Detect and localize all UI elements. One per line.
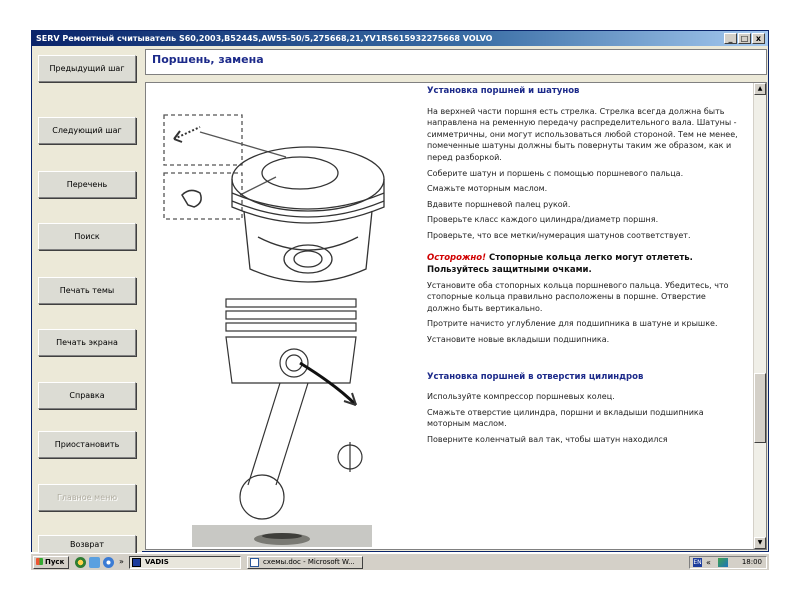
print-screen-button[interactable]: Печать экрана [38, 329, 136, 356]
start-button[interactable] [33, 556, 69, 569]
network-icon[interactable] [718, 558, 728, 567]
start-label: Пуск [45, 558, 65, 566]
scroll-down-arrow-icon[interactable]: ▼ [754, 537, 766, 549]
instruction-line: Проверьте, что все метки/нумерация шатунов соответствует. [427, 230, 691, 240]
word-document-icon [250, 558, 259, 567]
quicklaunch-more-button[interactable]: » [119, 557, 124, 566]
instruction-paragraph: Установите оба стопорных кольца поршневого пальца. Убедитесь, что стопорные кольца правильно расположены в поршне. Отверстие должно быть вертикально. [427, 280, 729, 313]
section-heading-cylinders: Установка поршней в отверстия цилиндров [427, 371, 644, 382]
maximize-button[interactable]: □ [738, 33, 751, 44]
close-button[interactable]: x [752, 33, 765, 44]
clock: 18:00 [741, 558, 762, 566]
taskbar-task-vadis[interactable] [129, 556, 241, 569]
caution-note [427, 252, 741, 276]
taskbar [31, 553, 769, 570]
search-button[interactable]: Поиск [38, 223, 136, 250]
print-topic-button[interactable]: Печать темы [38, 277, 136, 304]
task-label: схемы.doc - Microsoft W... [263, 558, 355, 566]
content-pane [145, 82, 767, 550]
system-tray [689, 556, 767, 569]
instruction-paragraph: Установите новые вкладыши подшипника. [427, 334, 610, 344]
taskbar-task-word-document[interactable] [247, 556, 363, 569]
instruction-line: Вдавите поршневой палец рукой. [427, 199, 571, 209]
return-button[interactable]: Возврат [38, 535, 136, 555]
section-heading-pistons-rods: Установка поршней и шатунов [427, 86, 580, 96]
instruction-line: Смажьте моторным маслом. [427, 184, 548, 194]
instructions-text [427, 86, 741, 449]
scroll-up-arrow-icon[interactable]: ▲ [754, 83, 766, 95]
help-button[interactable]: Справка [38, 382, 136, 409]
list-button[interactable]: Перечень [38, 171, 136, 198]
title-bar[interactable] [32, 31, 768, 46]
caution-word: Осторожно! [427, 252, 487, 263]
topic-header [145, 49, 767, 75]
connecting-rod-diagram [226, 299, 362, 519]
instruction-paragraph: Протрите начисто углубление для подшипника в шатуне и крышке. [427, 319, 718, 329]
instruction-line: Смажьте отверстие цилиндра, поршни и вкладыши подшипника моторным маслом. [427, 407, 704, 429]
windows-flag-icon [36, 558, 43, 565]
navigation-sidebar [32, 46, 142, 552]
pause-button[interactable]: Приостановить [38, 431, 136, 458]
scroll-thumb[interactable] [754, 373, 766, 443]
language-indicator[interactable]: EN [693, 559, 702, 566]
instruction-line: Используйте компрессор поршневых колец. [427, 392, 615, 402]
window-title: SERV Ремонтный считыватель S60,2003,B5244S,AW55-50/5,275668,21,YV1RS615932275668 VOLVO [36, 34, 493, 43]
app-window [31, 30, 769, 552]
piston-arrow-paragraph: На верхней части поршня есть стрелка. Стрелка всегда должна быть направлена на ременную передачу распределительного вала. Шатуны - симметричны, они могут использоваться любой стороной. Тем не менее, помеченные шатуны должны быть повернуты таким же образом, как и перед разборкой. [427, 106, 738, 162]
page-title: Поршень, замена [152, 53, 264, 66]
previous-step-button[interactable]: Предыдущий шаг [38, 55, 136, 82]
instruction-line: Проверьте класс каждого цилиндра/диаметр поршня. [427, 215, 659, 225]
browser-icon[interactable] [75, 557, 86, 568]
instruction-line: Соберите шатун и поршень с помощью поршневого пальца. [427, 168, 684, 178]
window-controls [724, 33, 765, 44]
task-label: VADIS [145, 558, 169, 566]
vadis-icon [132, 558, 141, 567]
media-icon[interactable] [103, 557, 114, 568]
minimize-button[interactable]: _ [724, 33, 737, 44]
main-menu-button: Главное меню [38, 484, 136, 511]
content-scrollbar[interactable] [753, 83, 766, 549]
instruction-line: Поверните коленчатый вал так, чтобы шатун находился [427, 434, 668, 444]
desktop-icon[interactable] [89, 557, 100, 568]
piston-illustration [160, 87, 398, 547]
piston-photo [192, 525, 372, 547]
piston-top-diagram [164, 115, 384, 282]
caution-text: Стопорные кольца легко могут отлететь. Пользуйтесь защитными очками. [427, 252, 693, 275]
tray-expand-button[interactable]: « [706, 558, 711, 567]
next-step-button[interactable]: Следующий шаг [38, 117, 136, 144]
